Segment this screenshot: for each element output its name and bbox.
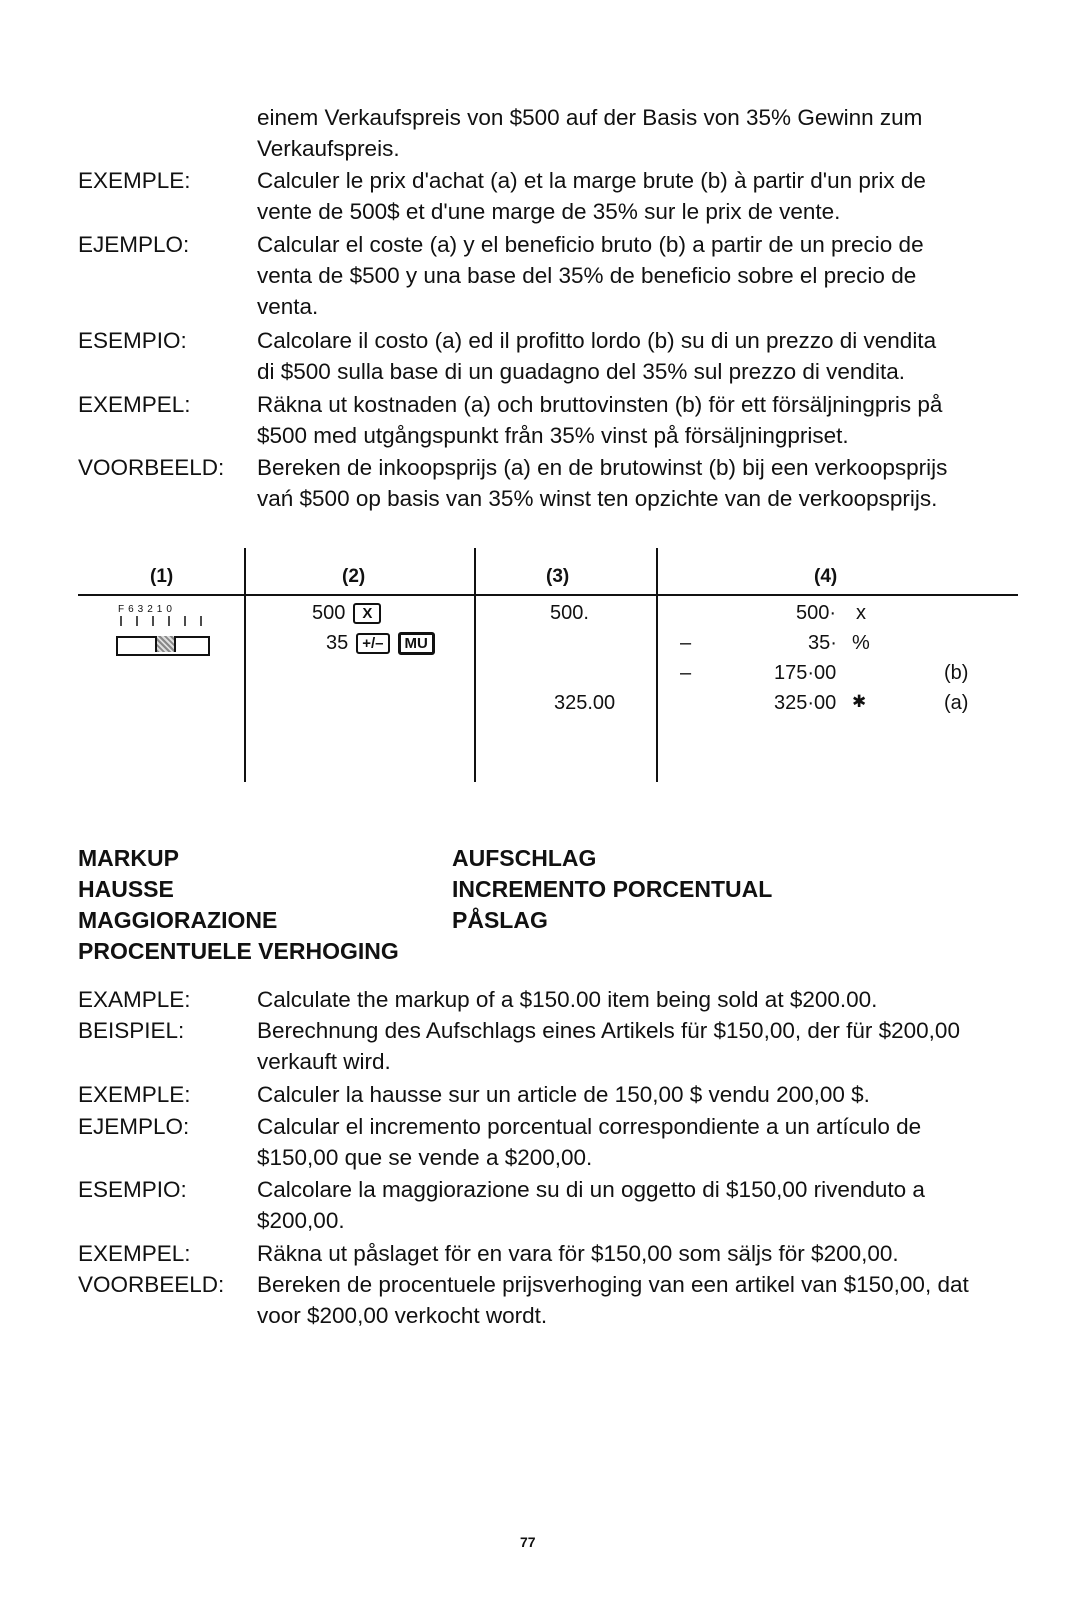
heading-nl: PROCENTUELE VERHOGING	[78, 938, 399, 964]
example-label: VOORBEELD:	[78, 1272, 225, 1297]
printout-sign: –	[680, 632, 692, 654]
column-divider	[656, 548, 658, 782]
text-line: venta de $500 y una base del 35% de beneficio sobre el precio de	[257, 263, 917, 288]
column-header-4: (4)	[814, 566, 838, 587]
display-value: 325.00	[554, 692, 616, 714]
text-line: Räkna ut påslaget för en vara för $150,00 som säljs för $200,00.	[257, 1241, 899, 1266]
text-line: Calculer la hausse sur un article de 150,00 $ vendu 200,00 $.	[257, 1082, 870, 1107]
text-line: Bereken de inkoopsprijs (a) en de brutowinst (b) bij een verkoopsprijs	[257, 455, 948, 480]
example-label: VOORBEELD:	[78, 455, 225, 480]
text-line: $200,00.	[257, 1208, 345, 1233]
text-line: Calcolare la maggiorazione su di un oggetto di $150,00 rivenduto a	[257, 1177, 925, 1202]
example-label: EXEMPLE:	[78, 168, 191, 193]
example-label: EXEMPLE:	[78, 1082, 191, 1107]
heading-en: MARKUP	[78, 845, 179, 871]
column-header-2: (2)	[342, 566, 366, 587]
printout-symbol: %	[852, 632, 870, 654]
printout-sign: –	[680, 662, 692, 684]
column-header-3: (3)	[546, 566, 570, 587]
printout-value: 175·00	[774, 662, 837, 684]
text-line: vente de 500$ et d'une marge de 35% sur le prix de vente.	[257, 199, 841, 224]
printout-symbol: x	[856, 602, 866, 624]
printout-tag: (a)	[944, 692, 969, 714]
text-line: Bereken de procentuele prijsverhoging van een artikel van $150,00, dat	[257, 1272, 969, 1297]
example-label: BEISPIEL:	[78, 1018, 185, 1043]
heading-de: AUFSCHLAG	[452, 845, 597, 871]
text-line: Calculer le prix d'achat (a) et la marge brute (b) à partir d'un prix de	[257, 168, 926, 193]
column-divider	[474, 548, 476, 782]
text-line: Calculate the markup of a $150.00 item being sold at $200.00.	[257, 987, 878, 1012]
text-line: venta.	[257, 294, 319, 319]
decimal-switch-labels: F63210	[118, 604, 176, 615]
text-line: Calcular el incremento porcentual correspondiente a un artículo de	[257, 1114, 922, 1139]
table-header-rule	[78, 594, 1018, 596]
text-line: Calcolare il costo (a) ed il profitto lordo (b) su di un prezzo di vendita	[257, 328, 937, 353]
heading-it: MAGGIORAZIONE	[78, 907, 278, 933]
decimal-switch-knob	[155, 636, 176, 652]
printout-value: 500·	[796, 602, 837, 624]
text-line: Verkaufspreis.	[257, 136, 400, 161]
total-star-icon: ✱	[852, 692, 867, 711]
column-divider	[244, 548, 246, 782]
text-line: vań $500 op basis van 35% winst ten opzichte van de verkoopsprijs.	[257, 486, 938, 511]
printout-value: 35·	[808, 632, 837, 654]
text-line: $150,00 que se vende a $200,00.	[257, 1145, 593, 1170]
printout-value: 325·00	[774, 692, 837, 714]
page-number: 77	[520, 1534, 536, 1550]
sign-change-key: +/–	[356, 633, 389, 654]
example-label: ESEMPIO:	[78, 328, 187, 353]
text-line: Räkna ut kostnaden (a) och bruttovinsten (b) för ett försäljningpris på	[257, 392, 943, 417]
heading-fr: HAUSSE	[78, 876, 174, 902]
text-line: $500 med utgångspunkt från 35% vinst på försäljningpriset.	[257, 423, 849, 448]
text-line: einem Verkaufspreis von $500 auf der Basis von 35% Gewinn zum	[257, 105, 923, 130]
example-label: EXEMPEL:	[78, 1241, 191, 1266]
example-label: EXAMPLE:	[78, 987, 191, 1012]
printout-tag: (b)	[944, 662, 969, 684]
text-line: verkauft wird.	[257, 1049, 391, 1074]
heading-es: INCREMENTO PORCENTUAL	[452, 876, 773, 902]
text-line: voor $200,00 verkocht wordt.	[257, 1303, 548, 1328]
example-label: EXEMPEL:	[78, 392, 191, 417]
key-entry-row	[326, 632, 435, 655]
text-line: di $500 sulla base di un guadagno del 35% sul prezzo di vendita.	[257, 359, 905, 384]
display-value: 500.	[550, 602, 589, 624]
decimal-switch-ticks	[118, 616, 208, 626]
example-label: EJEMPLO:	[78, 1114, 190, 1139]
entry-value: 500	[312, 602, 346, 624]
entry-value: 35	[326, 632, 349, 654]
example-label: ESEMPIO:	[78, 1177, 187, 1202]
markup-key: MU	[398, 632, 435, 655]
heading-sv: PÅSLAG	[452, 907, 548, 933]
example-label: EJEMPLO:	[78, 232, 190, 257]
key-entry-row	[312, 602, 381, 625]
multiply-key: X	[353, 603, 381, 624]
column-header-1: (1)	[150, 566, 174, 587]
text-line: Calcular el coste (a) y el beneficio bruto (b) a partir de un precio de	[257, 232, 924, 257]
text-line: Berechnung des Aufschlags eines Artikels für $150,00, der für $200,00	[257, 1018, 960, 1043]
